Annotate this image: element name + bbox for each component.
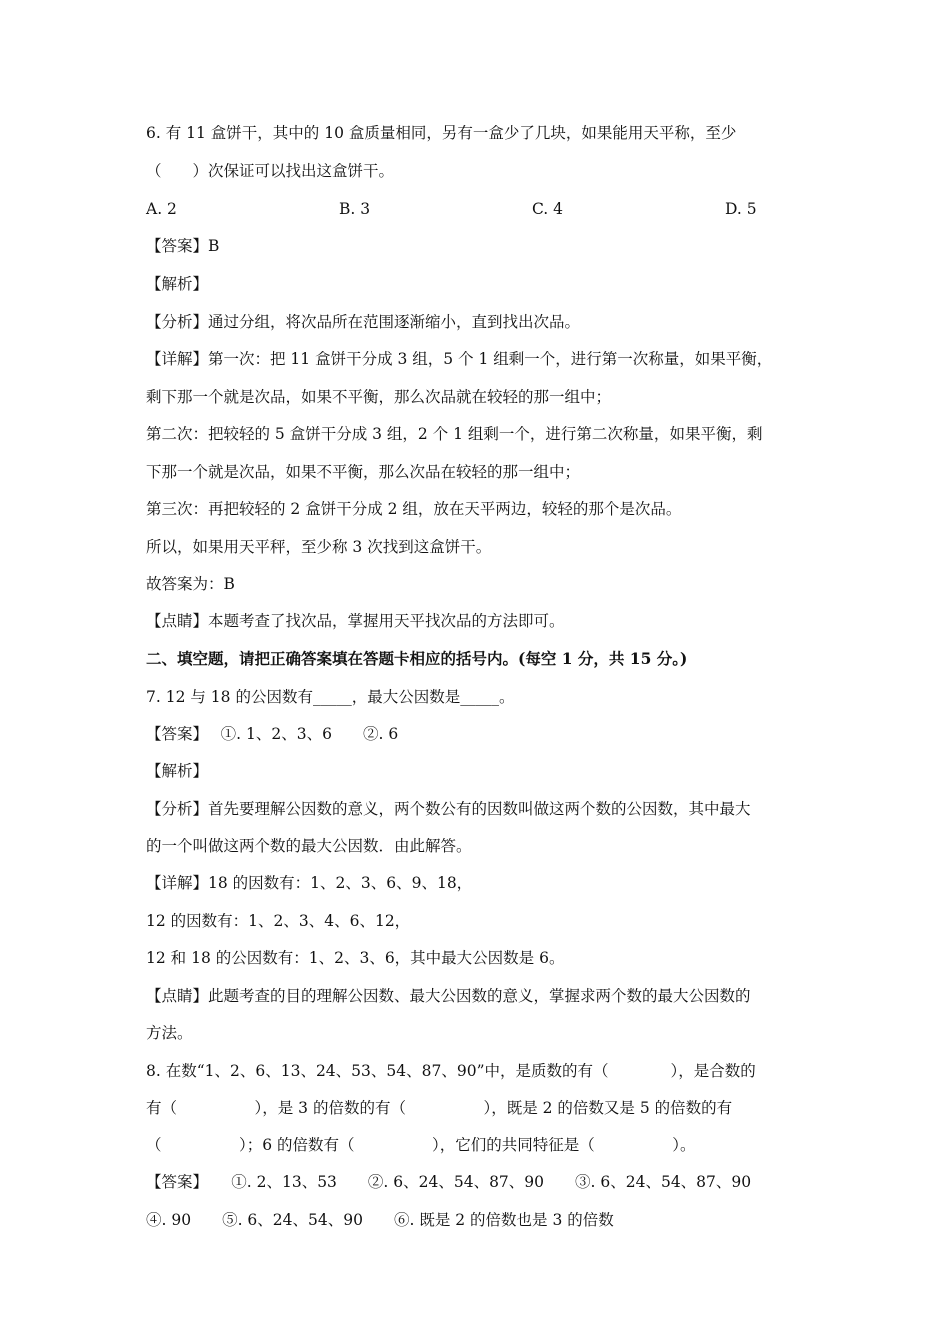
q7-comment-line: 方法。 — [146, 1024, 193, 1042]
q7-analysis-line: 【分析】首先要理解公因数的意义，两个数公有的因数叫做这两个数的公因数，其中最大 — [146, 800, 751, 818]
q6-detail-line: 剩下那一个就是次品，如果不平衡，那么次品就在较轻的那一组中； — [146, 388, 612, 406]
q6-detail-line: 所以，如果用天平秤，至少称 3 次找到这盒饼干。 — [146, 538, 492, 556]
q6-stem-line1: 6. 有 11 盒饼干，其中的 10 盒质量相同，另有一盒少了几块，如果能用天平称，至少 — [146, 124, 737, 142]
q6-choice-a: A. 2 — [146, 200, 177, 218]
q6-analysis-heading: 【解析】 — [146, 275, 209, 293]
q7-detail-line: 【详解】18 的因数有：1、2、3、6、9、18， — [146, 874, 473, 892]
section-2-title: 二、填空题，请把正确答案填在答题卡相应的括号内。(每空 1 分，共 15 分。) — [146, 649, 688, 668]
q6-detail-line: 第二次：把较轻的 5 盒饼干分成 3 组，2 个 1 组剩一个，进行第二次称量，如果平衡，剩 — [146, 425, 763, 443]
q7-detail-line: 12 的因数有：1、2、3、4、6、12， — [146, 912, 411, 930]
q6-stem-line2: （ ）次保证可以找出这盒饼干。 — [146, 162, 395, 180]
q6-detail-line: 下那一个就是次品，如果不平衡，那么次品在较轻的那一组中； — [146, 463, 581, 481]
q8-stem-line: （ ）；6 的倍数有（ ），它们的共同特征是（ ）。 — [146, 1136, 696, 1154]
q8-stem-line: 8. 在数“1、2、6、13、24、53、54、87、90”中，是质数的有（ ），是合数的 — [146, 1062, 756, 1080]
q7-stem: 7. 12 与 18 的公因数有_____，最大公因数是_____。 — [146, 688, 515, 706]
q7-analysis-line: 的一个叫做这两个数的最大公因数．由此解答。 — [146, 837, 472, 855]
q7-analysis-heading: 【解析】 — [146, 762, 209, 780]
q6-choice-d: D. 5 — [725, 200, 757, 218]
q6-comment: 【点睛】本题考查了找次品，掌握用天平找次品的方法即可。 — [146, 612, 565, 630]
q8-answer-line: ④. 90 ⑤. 6、24、54、90 ⑥. 既是 2 的倍数也是 3 的倍数 — [146, 1211, 614, 1229]
q6-detail-line: 第三次：再把较轻的 2 盒饼干分成 2 组，放在天平两边，较轻的那个是次品。 — [146, 500, 682, 518]
q6-choice-b: B. 3 — [339, 200, 371, 218]
q6-analysis: 【分析】通过分组，将次品所在范围逐渐缩小，直到找出次品。 — [146, 313, 581, 331]
q7-comment-line: 【点睛】此题考查的目的理解公因数、最大公因数的意义，掌握求两个数的最大公因数的 — [146, 987, 751, 1005]
q6-choice-c: C. 4 — [532, 200, 564, 218]
q6-final-answer: 故答案为：B — [146, 575, 235, 593]
q7-answer: 【答案】 ①. 1、2、3、6 ②. 6 — [146, 725, 399, 743]
q8-answer-line: 【答案】 ①. 2、13、53 ②. 6、24、54、87、90 ③. 6、24、54、87、90 — [146, 1173, 752, 1191]
q7-detail-line: 12 和 18 的公因数有：1、2、3、6，其中最大公因数是 6。 — [146, 949, 565, 967]
q8-stem-line: 有（ ），是 3 的倍数的有（ ），既是 2 的倍数又是 5 的倍数的有 — [146, 1099, 733, 1117]
q6-answer: 【答案】B — [146, 237, 220, 255]
q6-detail-line: 【详解】第一次：把 11 盒饼干分成 3 组，5 个 1 组剩一个，进行第一次称量，如果平衡， — [146, 350, 773, 368]
